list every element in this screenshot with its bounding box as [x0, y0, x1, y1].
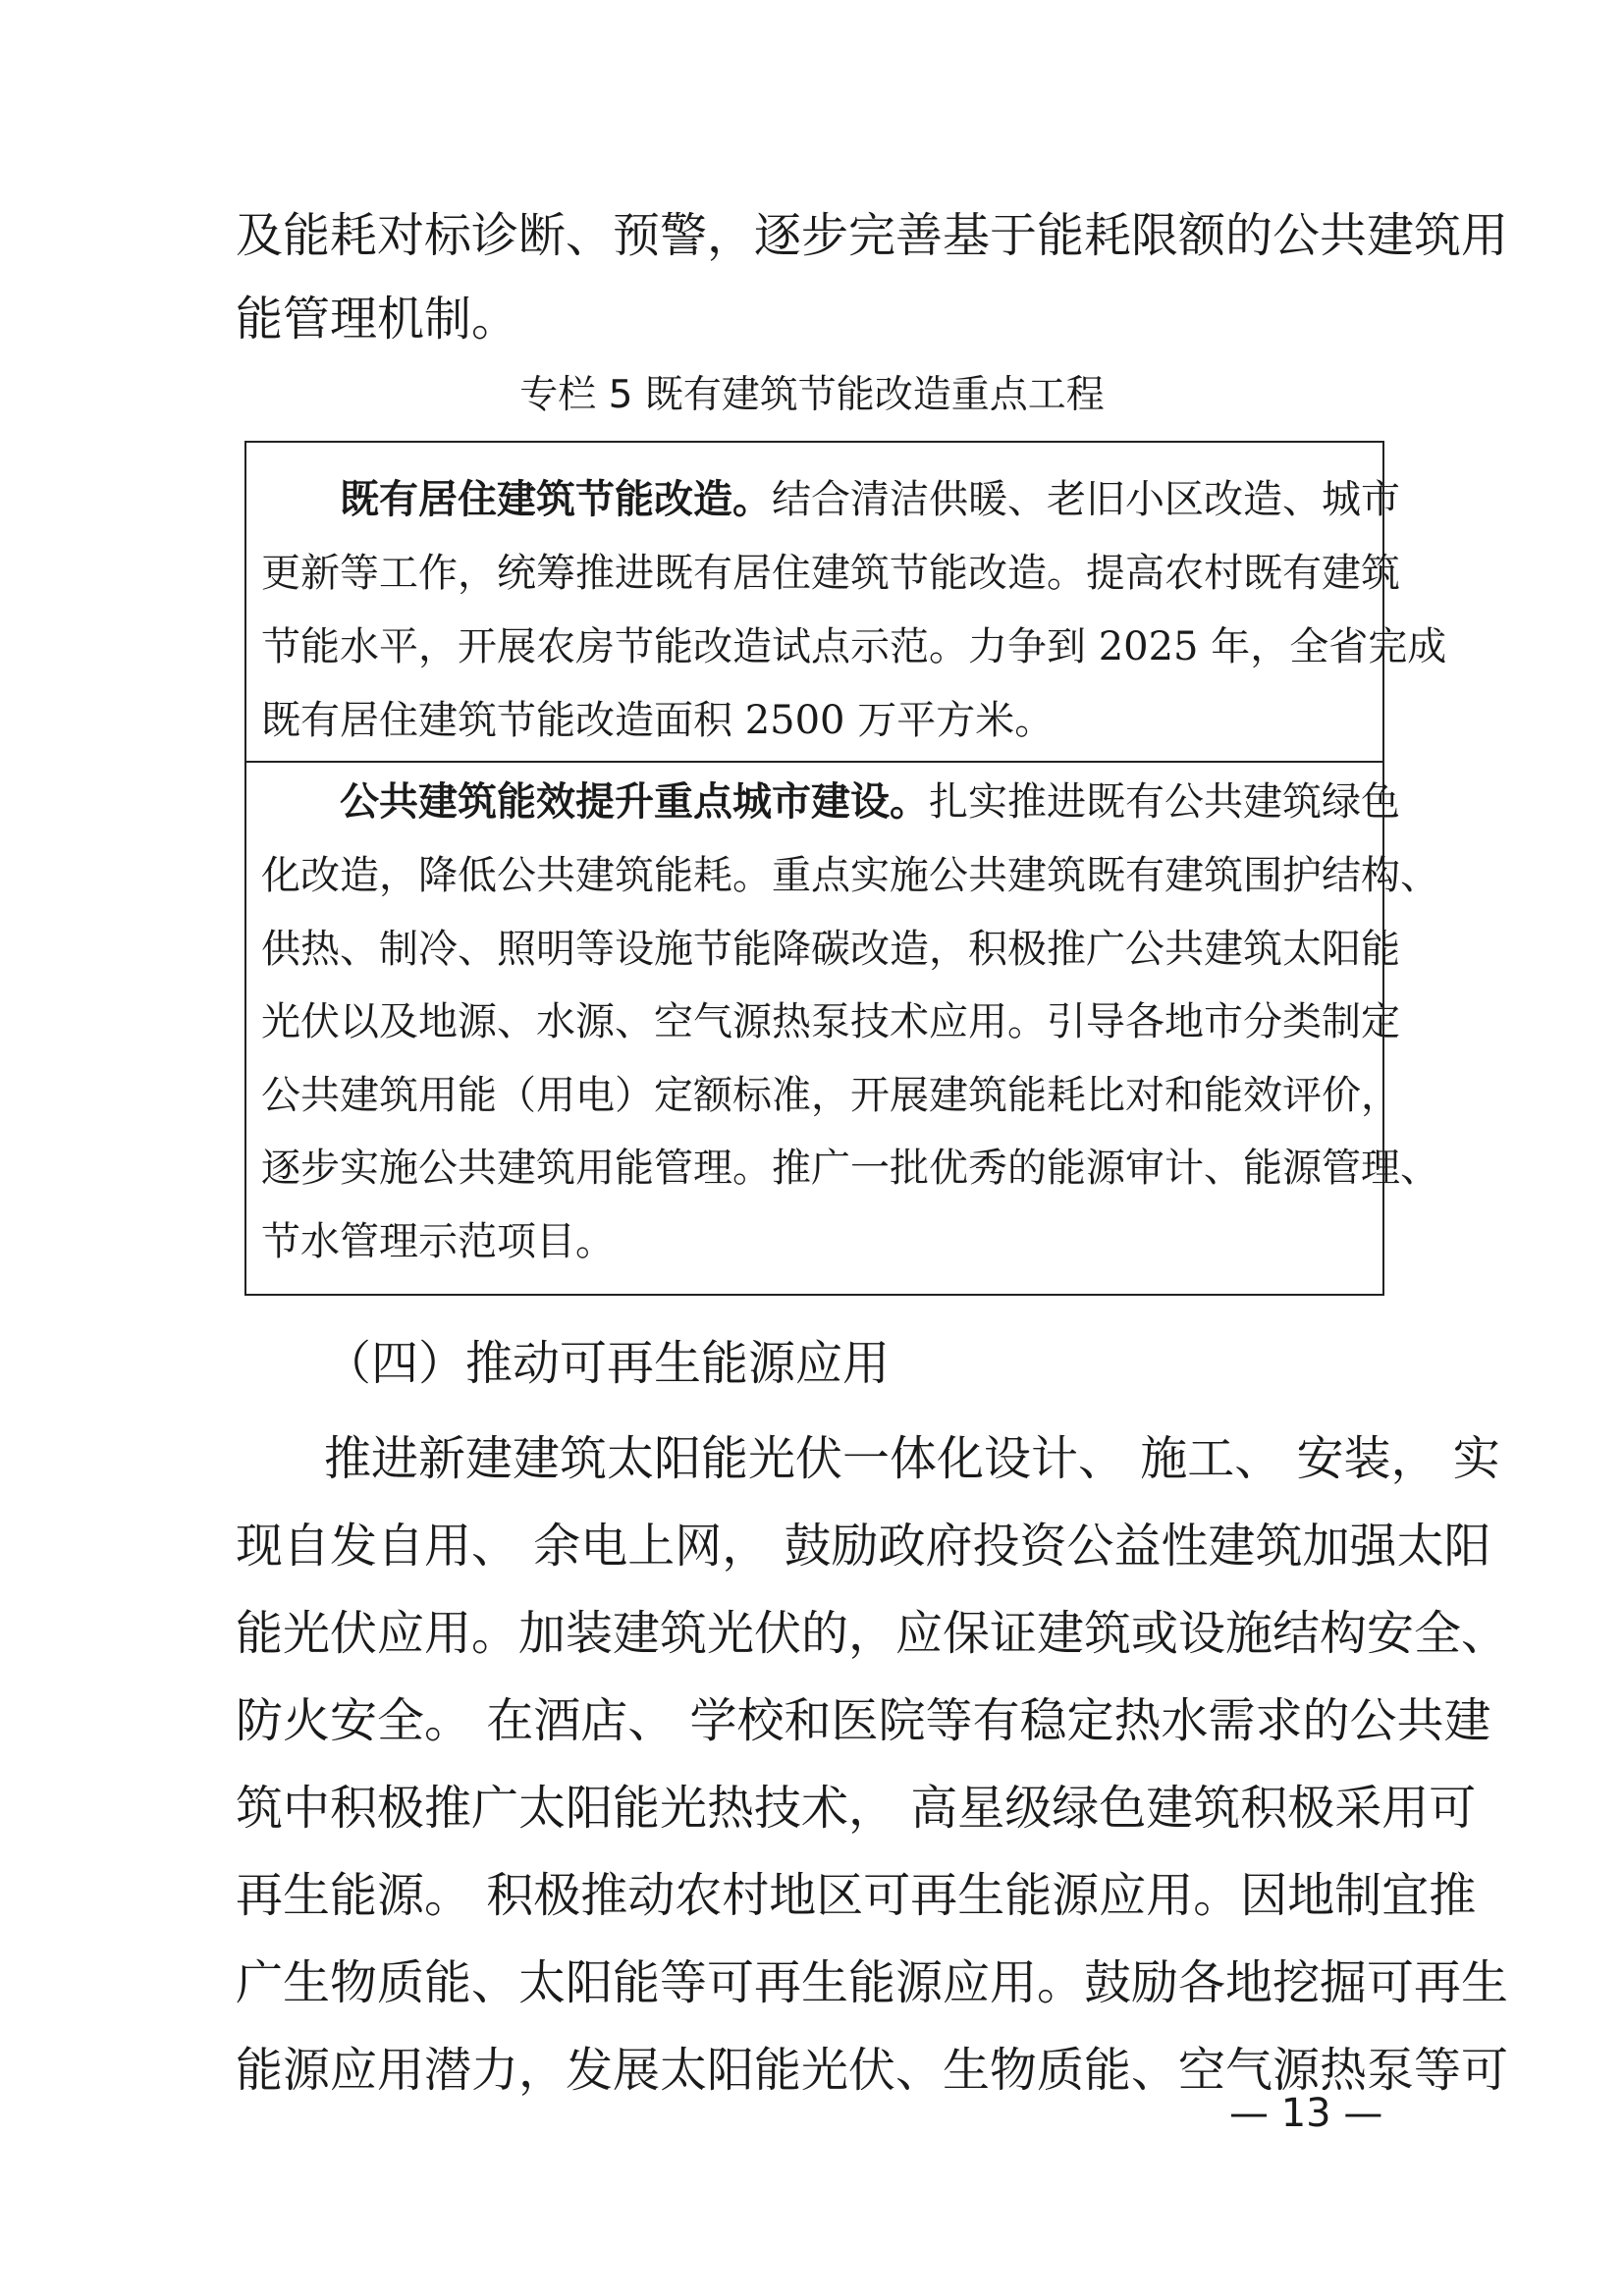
body-line: 防火安全。 在酒店、 学校和医院等有稳定热水需求的公共建 [236, 1693, 1491, 1748]
box-item-2-text: 扎实推进既有公共建筑绿色 [929, 779, 1400, 825]
box-item-2-line: 光伏以及地源、水源、空气源热泵技术应用。引导各地市分类制定 [261, 999, 1400, 1044]
box-item-2-line: 节水管理示范项目。 [261, 1219, 615, 1264]
box-item-1-heading: 既有居住建筑节能改造。 [340, 477, 772, 522]
box-item-2-heading: 公共建筑能效提升重点城市建设。 [340, 779, 929, 825]
body-line: 广生物质能、太阳能等可再生能源应用。鼓励各地挖掘可再生 [236, 1955, 1509, 2010]
body-line: 能源应用潜力，发展太阳能光伏、生物质能、空气源热泵等可 [236, 2043, 1509, 2098]
box-item-1-line: 既有居住建筑节能改造面积 2500 万平方米。 [261, 698, 1055, 743]
box-item-2-line: 逐步实施公共建筑用能管理。推广一批优秀的能源审计、能源管理、 [261, 1146, 1439, 1191]
intro-line: 及能耗对标诊断、预警，逐步完善基于能耗限额的公共建筑用 [236, 208, 1509, 263]
box-item-2-line: 供热、制冷、照明等设施节能降碳改造，积极推广公共建筑太阳能 [261, 927, 1400, 972]
intro-line: 能管理机制。 [236, 292, 519, 347]
box-title: 专栏 5 既有建筑节能改造重点工程 [519, 373, 1105, 417]
box-divider [244, 761, 1384, 763]
box-item-1-text: 结合清洁供暖、老旧小区改造、城市 [772, 477, 1400, 522]
page-number: — 13 — [1229, 2091, 1383, 2136]
body-line: 再生能源。 积极推动农村地区可再生能源应用。因地制宜推 [236, 1868, 1477, 1923]
section-heading: （四）推动可再生能源应用 [324, 1336, 891, 1391]
box-item-1-line: 节能水平，开展农房节能改造试点示范。力争到 2025 年，全省完成 [261, 624, 1447, 669]
box-item-2-line: 化改造，降低公共建筑能耗。重点实施公共建筑既有建筑围护结构、 [261, 853, 1439, 898]
box-item-1-line: 更新等工作，统筹推进既有居住建筑节能改造。提高农村既有建筑 [261, 551, 1400, 596]
box-item-1-first-line [261, 472, 1400, 527]
body-line: 筑中积极推广太阳能光热技术， 高星级绿色建筑积极采用可 [236, 1781, 1477, 1836]
body-line: 能光伏应用。加装建筑光伏的，应保证建筑或设施结构安全、 [236, 1606, 1509, 1661]
body-line: 推进新建建筑太阳能光伏一体化设计、 施工、 安装， 实 [324, 1431, 1500, 1486]
box-item-2-line: 公共建筑用能（用电）定额标准，开展建筑能耗比对和能效评价， [261, 1073, 1400, 1118]
body-line: 现自发自用、 余电上网， 鼓励政府投资公益性建筑加强太阳 [236, 1519, 1491, 1574]
box-item-2-first-line [261, 774, 1400, 829]
